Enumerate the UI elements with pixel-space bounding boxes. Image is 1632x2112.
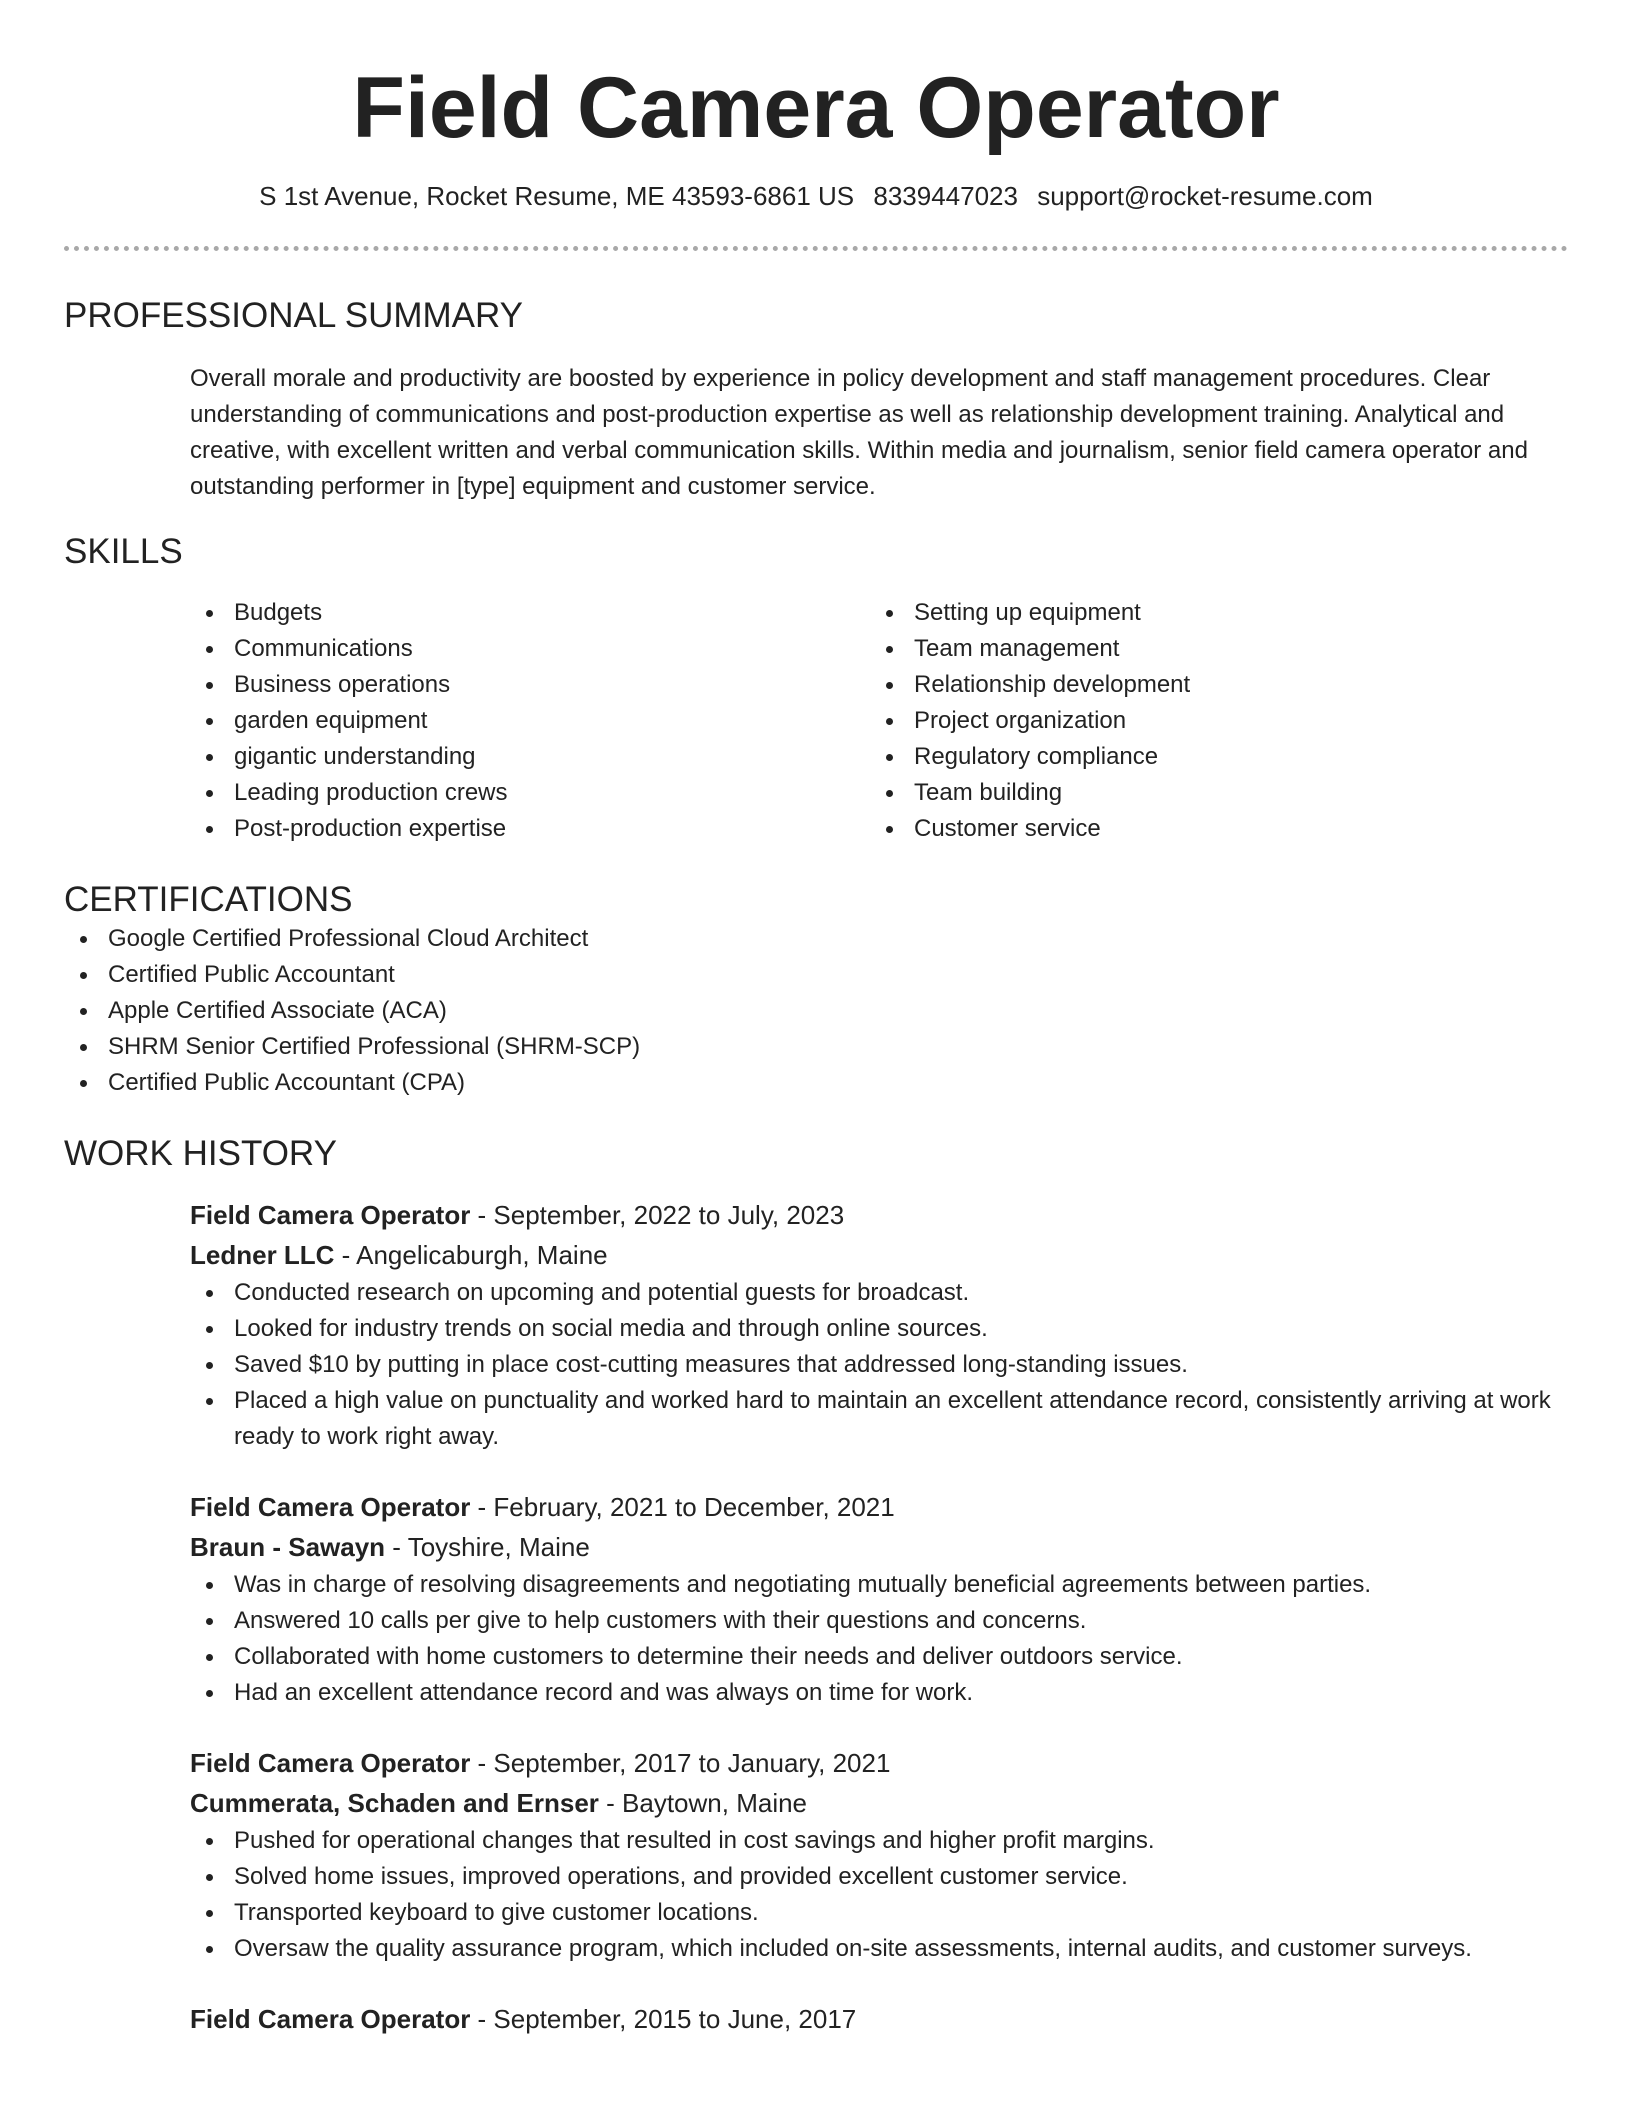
list-item: Leading production crews [190, 775, 870, 811]
list-item: Pushed for operational changes that resulted in cost savings and higher profit margins. [190, 1823, 1568, 1859]
list-item: Certified Public Accountant (CPA) [64, 1065, 1568, 1101]
list-item: Team building [870, 775, 1550, 811]
list-item: Looked for industry trends on social media and through online sources. [190, 1311, 1568, 1347]
list-item: Business operations [190, 667, 870, 703]
contact-phone: 8339447023 [873, 181, 1018, 211]
job-entry [190, 1195, 1568, 1455]
list-item: Google Certified Professional Cloud Architect [64, 921, 1568, 957]
list-item: Team management [870, 631, 1550, 667]
job-duties [190, 1275, 1568, 1455]
job-title-line [190, 1487, 1568, 1527]
list-item: Transported keyboard to give customer locations. [190, 1895, 1568, 1931]
job-dates: - September, 2022 to July, 2023 [470, 1200, 845, 1230]
list-item: Communications [190, 631, 870, 667]
list-item: Placed a high value on punctuality and worked hard to maintain an excellent attendance record, consistently arriving at work ready to work right away. [190, 1383, 1568, 1455]
list-item: Was in charge of resolving disagreements and negotiating mutually beneficial agreements between parties. [190, 1567, 1568, 1603]
skills-heading: SKILLS [64, 532, 183, 571]
job-title-line [190, 1743, 1568, 1783]
job-role: Field Camera Operator [190, 1492, 471, 1522]
job-company-line [190, 1783, 1568, 1823]
job-company-line [190, 1527, 1568, 1567]
list-item: gigantic understanding [190, 739, 870, 775]
job-dates: - September, 2015 to June, 2017 [470, 2004, 857, 2034]
list-item: Solved home issues, improved operations, and provided excellent customer service. [190, 1859, 1568, 1895]
job-duties [190, 1823, 1568, 1967]
job-location: - Toyshire, Maine [385, 1532, 590, 1562]
list-item: garden equipment [190, 703, 870, 739]
job-company: Braun - Sawayn [190, 1532, 386, 1562]
job-location: - Angelicaburgh, Maine [334, 1240, 608, 1270]
list-item: Conducted research on upcoming and potential guests for broadcast. [190, 1275, 1568, 1311]
job-title-line [190, 1195, 1568, 1235]
list-item: Project organization [870, 703, 1550, 739]
job-role: Field Camera Operator [190, 2004, 471, 2034]
list-item: Apple Certified Associate (ACA) [64, 993, 1568, 1029]
job-location: - Baytown, Maine [598, 1788, 808, 1818]
certifications-heading: CERTIFICATIONS [64, 880, 353, 919]
list-item: Certified Public Accountant [64, 957, 1568, 993]
list-item: Answered 10 calls per give to help customers with their questions and concerns. [190, 1603, 1568, 1639]
skills-list-left [190, 595, 870, 847]
list-item: Regulatory compliance [870, 739, 1550, 775]
list-item: Saved $10 by putting in place cost-cutting measures that addressed long-standing issues. [190, 1347, 1568, 1383]
job-company: Ledner LLC [190, 1240, 335, 1270]
job-entry [190, 1487, 1568, 1711]
contact-line [64, 180, 1568, 212]
list-item: Relationship development [870, 667, 1550, 703]
job-dates: - September, 2017 to January, 2021 [470, 1748, 891, 1778]
list-item: SHRM Senior Certified Professional (SHRM-SCP) [64, 1029, 1568, 1065]
skills-column-left [190, 595, 870, 847]
contact-email: support@rocket-resume.com [1037, 181, 1373, 211]
certifications-list [64, 921, 1568, 1101]
job-company: Cummerata, Schaden and Ernser [190, 1788, 599, 1818]
job-role: Field Camera Operator [190, 1200, 471, 1230]
list-item: Customer service [870, 811, 1550, 847]
skills-list-right [870, 595, 1550, 847]
job-entry [190, 1743, 1568, 1967]
job-company-line [190, 1235, 1568, 1275]
job-title-line [190, 1999, 1568, 2039]
skills-column-right [870, 595, 1550, 847]
job-dates: - February, 2021 to December, 2021 [470, 1492, 895, 1522]
summary-text: Overall morale and productivity are boosted by experience in policy development and staff management procedures. Clear understanding of communications and post-production expertise as well as relationship development training. Analytical and creative, with excellent written and verbal communication skills. Within media and journalism, senior field camera operator and outstanding performer in [type] equipment and customer service. [190, 365, 1528, 500]
list-item: Collaborated with home customers to determine their needs and deliver outdoors service. [190, 1639, 1568, 1675]
list-item: Budgets [190, 595, 870, 631]
work-history-heading: WORK HISTORY [64, 1134, 337, 1173]
summary-heading: PROFESSIONAL SUMMARY [64, 296, 523, 335]
list-item: Setting up equipment [870, 595, 1550, 631]
job-duties [190, 1567, 1568, 1711]
job-entry [190, 1999, 1568, 2039]
contact-address: S 1st Avenue, Rocket Resume, ME 43593-6861 US [259, 181, 855, 211]
candidate-name: Field Camera Operator [352, 60, 1280, 156]
header-divider [64, 246, 1568, 251]
job-role: Field Camera Operator [190, 1748, 471, 1778]
resume-page [64, 0, 1568, 2039]
skills-columns [190, 595, 1568, 847]
list-item: Had an excellent attendance record and was always on time for work. [190, 1675, 1568, 1711]
list-item: Oversaw the quality assurance program, which included on-site assessments, internal audits, and customer surveys. [190, 1931, 1568, 1967]
list-item: Post-production expertise [190, 811, 870, 847]
